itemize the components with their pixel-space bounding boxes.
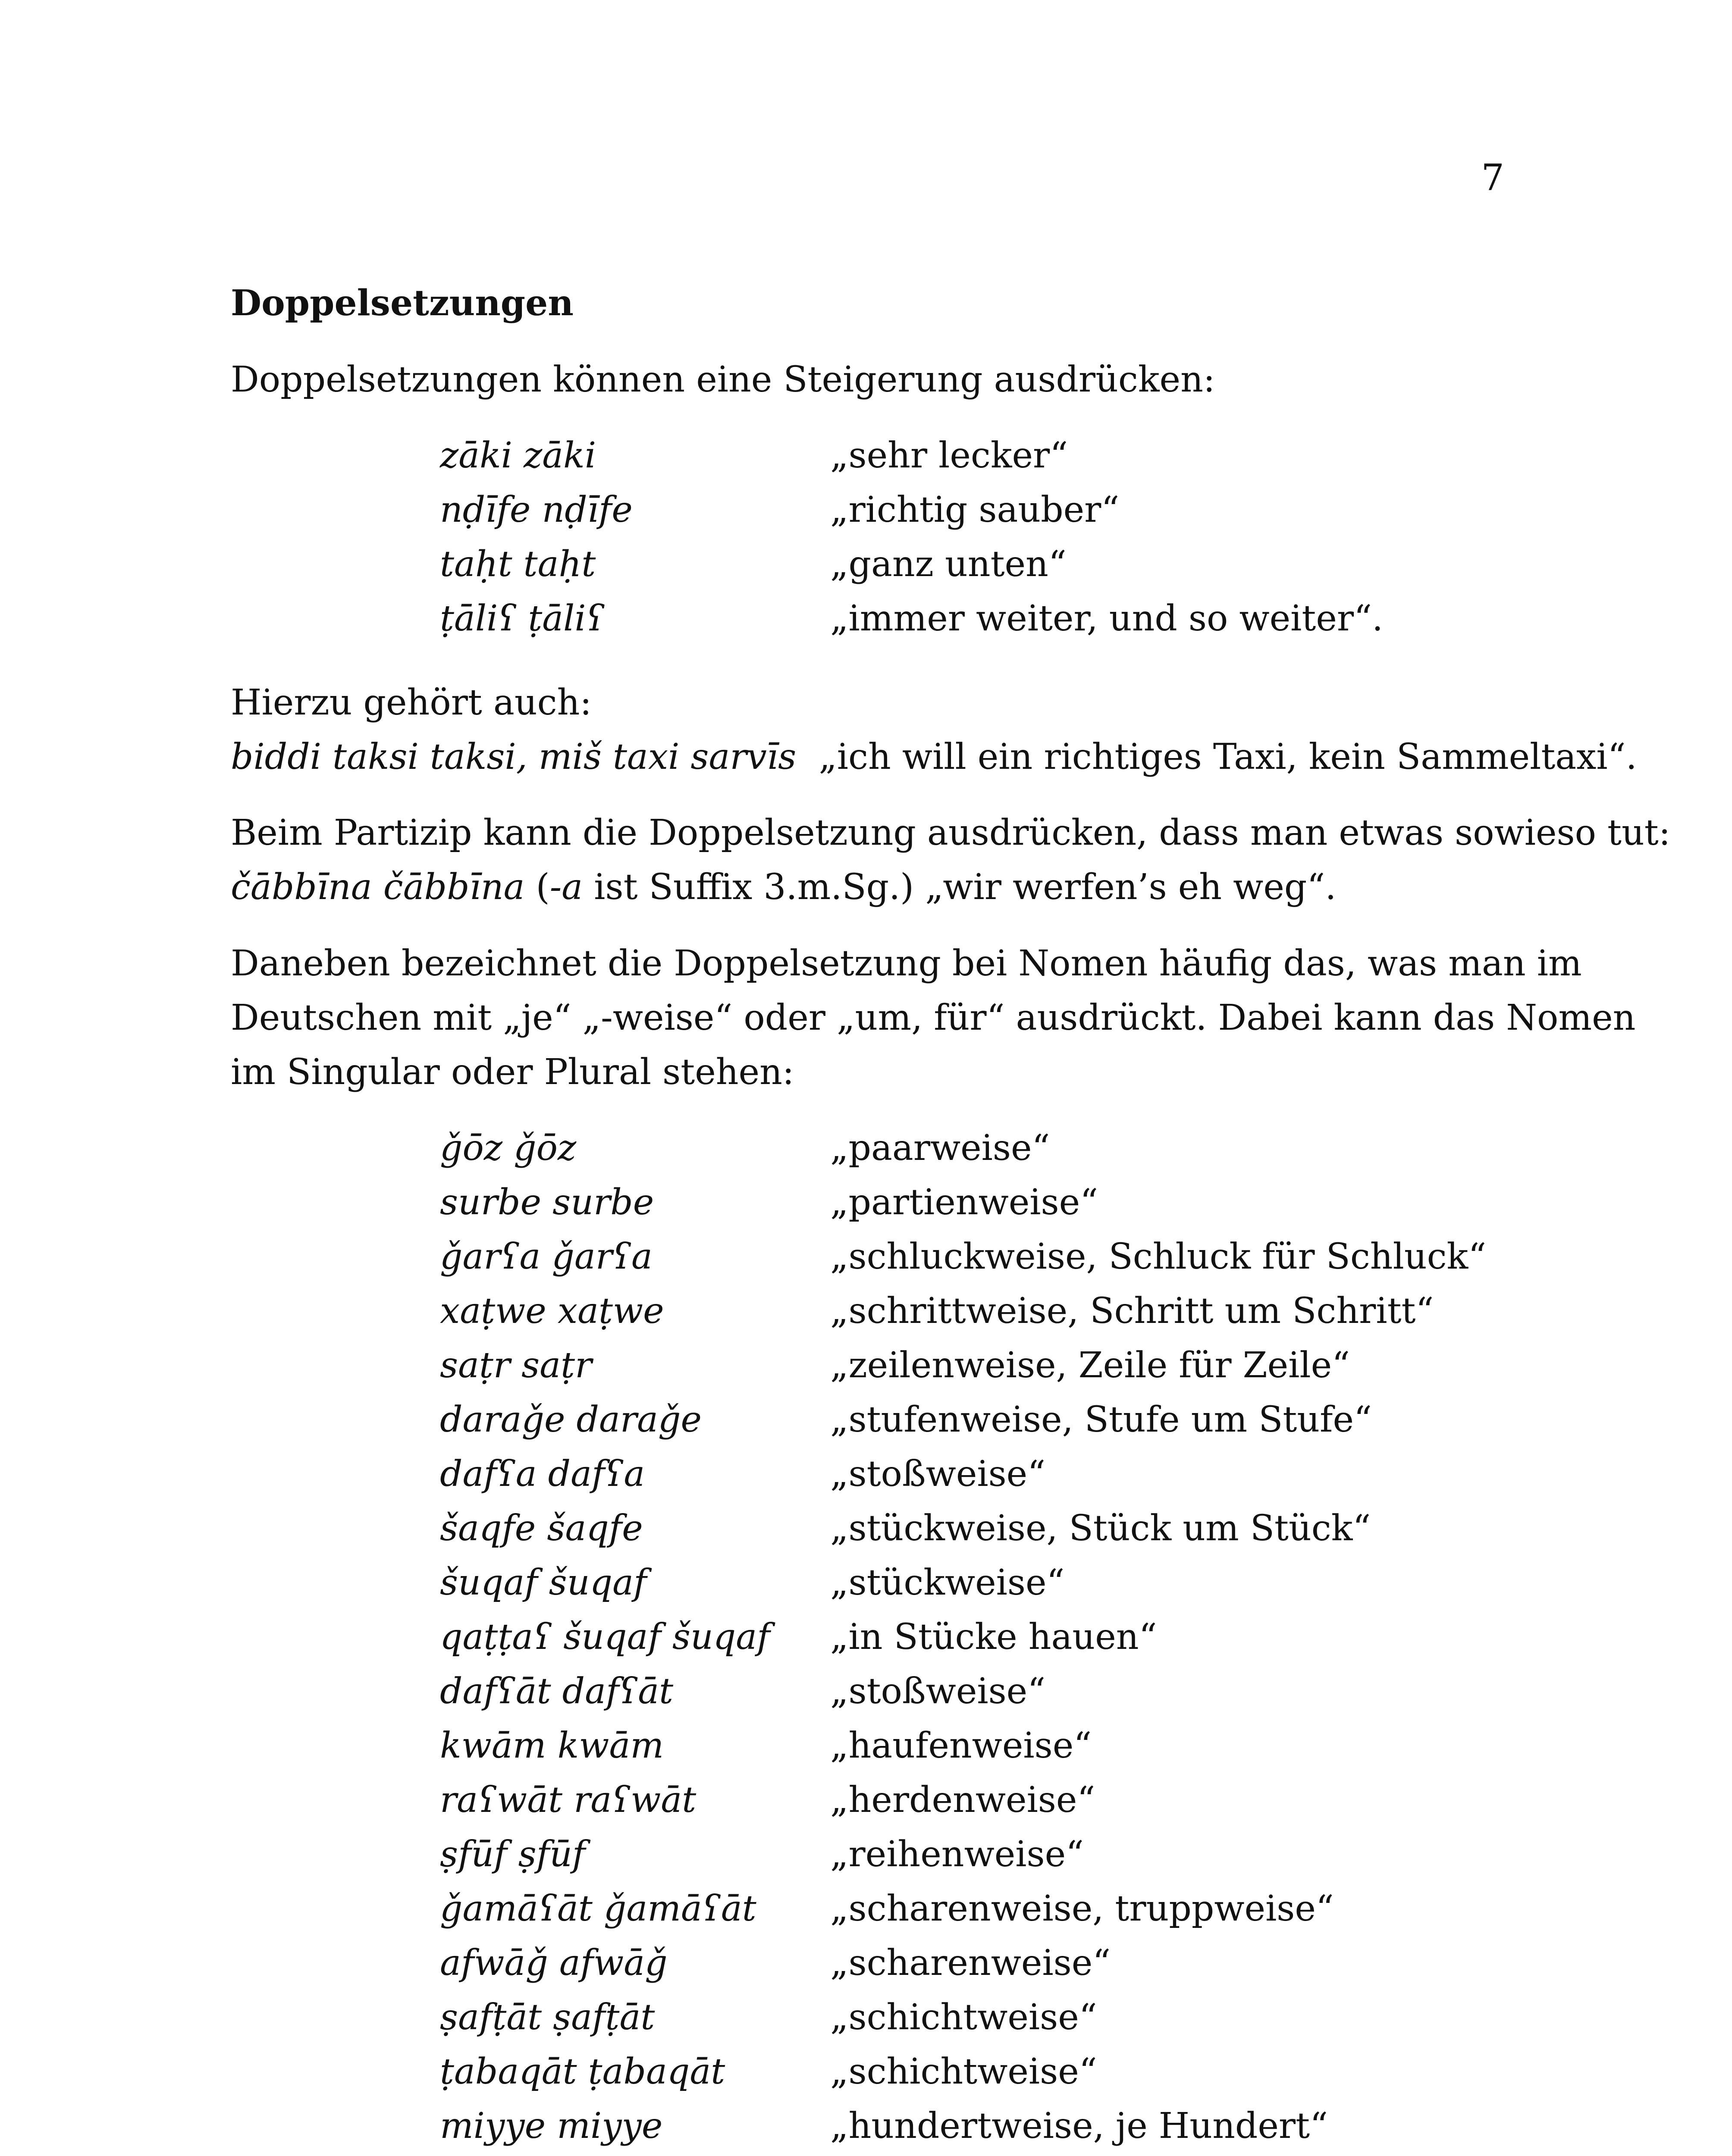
gloss-row: [440, 2045, 1516, 2099]
gloss-term: šaqfe šaqfe: [440, 1508, 643, 1549]
gloss-term: ṭāliʕ ṭāliʕ: [440, 598, 605, 639]
partizip-line: Beim Partizip kann die Doppelsetzung ausdrücken, dass man etwas sowieso tut:: [231, 812, 1671, 854]
gloss-row: [440, 483, 1516, 538]
gloss-term: dafʕa dafʕa: [440, 1454, 645, 1495]
daneben-paragraph: [231, 937, 1636, 1100]
gloss-row: [440, 538, 1516, 592]
gloss-term: raʕwāt raʕwāt: [440, 1780, 697, 1821]
page-content: [231, 276, 1671, 2156]
gloss-row: [440, 1230, 1516, 1284]
gloss-translation: „richtig sauber“: [830, 489, 1120, 531]
gloss-translation: „stückweise“: [830, 1562, 1065, 1604]
gloss-list-intensity: [440, 429, 1516, 646]
gloss-row: [440, 1719, 1516, 1773]
gloss-row: [440, 1990, 1516, 2045]
gloss-translation: „haufenweise“: [830, 1725, 1092, 1767]
gloss-translation: „ganz unten“: [830, 544, 1067, 585]
gloss-row: [440, 1664, 1516, 1719]
gloss-term: kwām kwām: [440, 1725, 664, 1767]
gloss-term: [440, 2153, 830, 2156]
gloss-term: saṭr saṭr: [440, 1345, 592, 1386]
gloss-term: ṭabaqāt ṭabaqāt: [440, 2051, 725, 2093]
gloss-translation: „zeilenweise, Zeile für Zeile“: [830, 1345, 1350, 1386]
gloss-translation: „immer weiter, und so weiter“.: [830, 598, 1384, 639]
gloss-row: [440, 1284, 1516, 1338]
daneben-line-1: Daneben bezeichnet die Doppelsetzung bei Nomen häufig das, was man im: [231, 943, 1582, 984]
gloss-term: surbe surbe: [440, 1182, 654, 1223]
hierzu-line: Hierzu gehört auch:: [231, 682, 592, 723]
gloss-row: [440, 1773, 1516, 1827]
gloss-translation: „scharenweise, truppweise“: [830, 1888, 1334, 1930]
gloss-row: [440, 1501, 1516, 1556]
gloss-translation: [830, 2153, 1002, 2156]
gloss-row: [440, 1447, 1516, 1501]
gloss-row: [440, 1393, 1516, 1447]
gloss-list-distributive: [440, 1121, 1516, 2156]
gloss-row: [440, 1175, 1516, 1230]
page-number: 7: [1481, 157, 1504, 199]
hierzu-example-line: [231, 730, 1637, 784]
gloss-translation: „hundertweise, je Hundert“: [830, 2106, 1328, 2147]
daneben-line-3: im Singular oder Plural stehen:: [231, 1052, 794, 1093]
gloss-translation: „partienweise“: [830, 1182, 1098, 1223]
intro-paragraph: Doppelsetzungen können eine Steigerung ausdrücken:: [231, 359, 1215, 401]
gloss-translation: „schichtweise“: [830, 2051, 1097, 2093]
gloss-translation: „paarweise“: [830, 1128, 1050, 1169]
gloss-row: [440, 592, 1516, 646]
gloss-translation: „schluckweise, Schluck für Schluck“: [830, 1236, 1487, 1278]
gloss-term: zāki zāki: [440, 435, 596, 476]
gloss-term: ṣfūf ṣfūf: [440, 1834, 586, 1875]
gloss-row: [440, 1610, 1516, 1664]
partizip-gloss: „wir werfen’s eh weg“.: [925, 867, 1337, 908]
gloss-translation: „stufenweise, Stufe um Stufe“: [830, 1399, 1372, 1441]
gloss-term: šuqaf šuqaf: [440, 1562, 647, 1604]
gloss-row: [440, 1882, 1516, 1936]
gloss-term: ǧamāʕāt ǧamāʕāt: [440, 1888, 756, 1930]
gloss-translation: „herdenweise“: [830, 1780, 1095, 1821]
gloss-row: [440, 2099, 1516, 2153]
partizip-example: čābbīna čābbīna: [231, 867, 525, 908]
gloss-translation: „stückweise, Stück um Stück“: [830, 1508, 1371, 1549]
gloss-row: [440, 429, 1516, 483]
gloss-term: daraǧe daraǧe: [440, 1399, 702, 1441]
hierzu-example: biddi taksi taksi, miš taxi sarvīs: [231, 736, 797, 777]
gloss-term: miyye miyye: [440, 2106, 663, 2147]
gloss-translation: „scharenweise“: [830, 1943, 1111, 1984]
gloss-term: qaṭṭaʕ šuqaf šuqaf: [440, 1617, 770, 1658]
gloss-term: ǧōz ǧōz: [440, 1128, 577, 1169]
gloss-term: taḥt taḥt: [440, 544, 596, 585]
partizip-example-line: [231, 860, 1516, 915]
gloss-row: [440, 1121, 1516, 1175]
gloss-row: [440, 1827, 1516, 1882]
hierzu-gloss: „ich will ein richtiges Taxi, kein Sammeltaxi“.: [819, 736, 1637, 777]
gloss-translation: „reihenweise“: [830, 1834, 1084, 1875]
section-heading: Doppelsetzungen: [231, 282, 574, 324]
partizip-note-rest: ist Suffix 3.m.Sg.): [594, 867, 914, 908]
hierzu-paragraph: [231, 676, 1637, 785]
gloss-translation: „schrittweise, Schritt um Schritt“: [830, 1291, 1434, 1332]
gloss-translation: „in Stücke hauen“: [830, 1617, 1157, 1658]
gloss-term: nḍīfe nḍīfe: [440, 489, 633, 531]
gloss-translation: „sehr lecker“: [830, 435, 1068, 476]
gloss-translation: „stoßweise“: [830, 1671, 1046, 1712]
partizip-paragraph: [231, 806, 1671, 915]
gloss-translation: „stoßweise“: [830, 1454, 1046, 1495]
gloss-row-last: [440, 2153, 1516, 2156]
gloss-term: xaṭwe xaṭwe: [440, 1291, 664, 1332]
gloss-term: ǧarʕa ǧarʕa: [440, 1236, 653, 1278]
gloss-row: [440, 1338, 1516, 1393]
gloss-row: [440, 1556, 1516, 1610]
partizip-note-suffix: -a: [549, 867, 583, 908]
gloss-row: [440, 1936, 1516, 1990]
gloss-term: afwāǧ afwāǧ: [440, 1943, 668, 1984]
partizip-note-open: (: [536, 867, 550, 908]
daneben-line-2: Deutschen mit „je“ „-weise“ oder „um, für“ ausdrückt. Dabei kann das Nomen: [231, 997, 1636, 1038]
gloss-term: dafʕāt dafʕāt: [440, 1671, 674, 1712]
gloss-translation: „schichtweise“: [830, 1997, 1097, 2038]
gloss-term: ṣafṭāt ṣafṭāt: [440, 1997, 655, 2038]
